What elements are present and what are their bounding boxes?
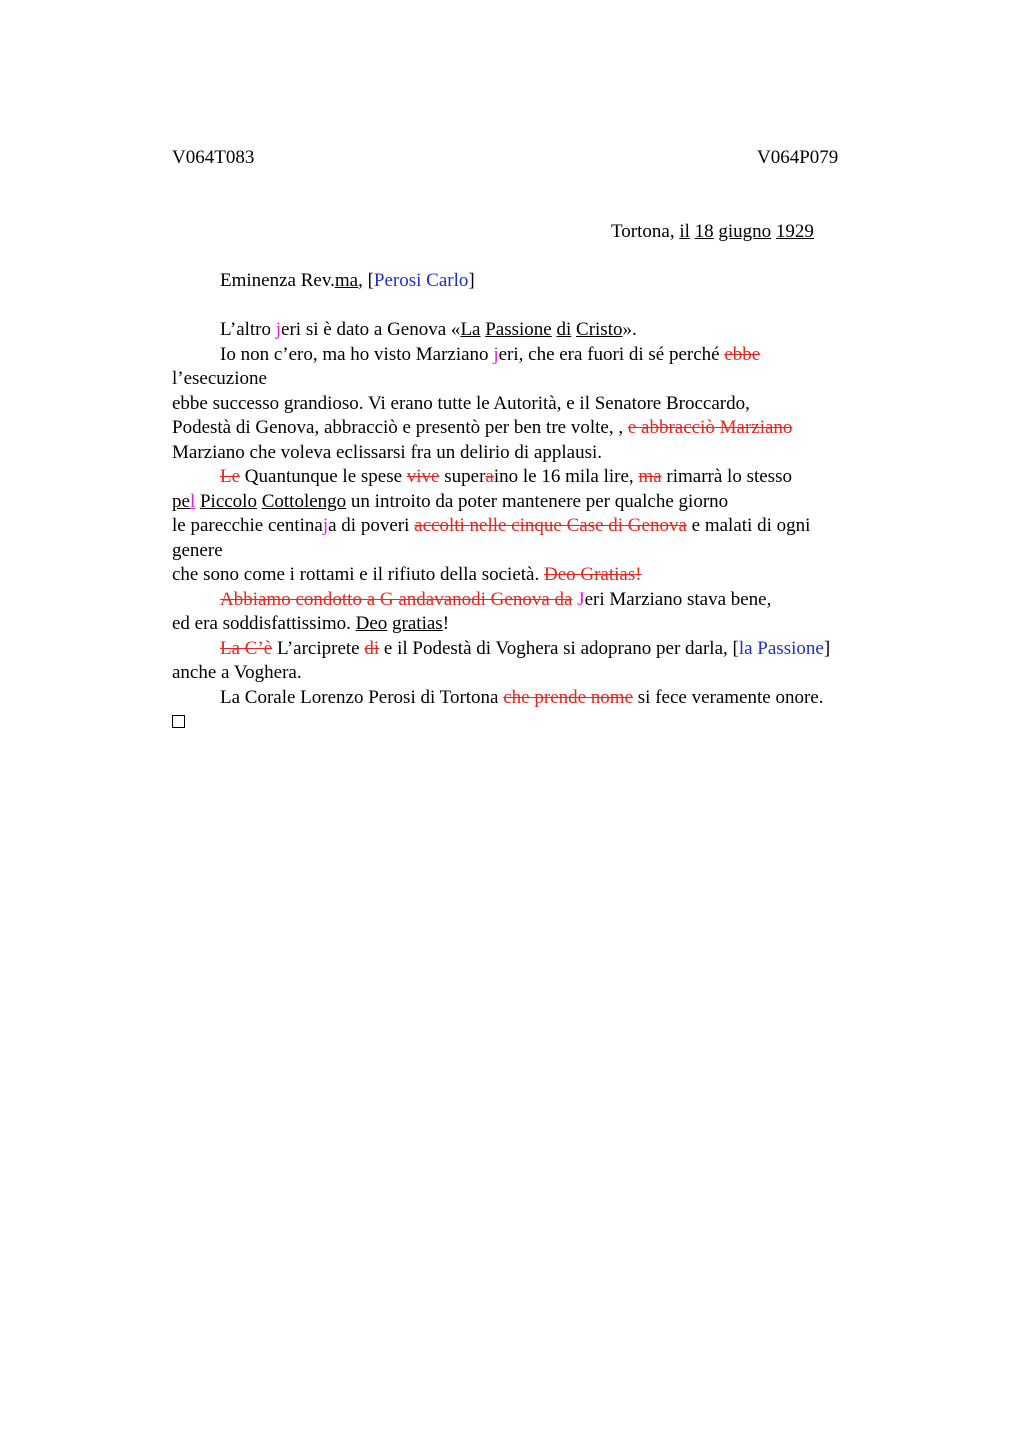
text-line: genere — [172, 539, 223, 561]
deleted-text: La C’è — [220, 637, 273, 659]
text-line: ed era soddisfattissimo. Deo gratias! — [172, 613, 450, 634]
deleted-text: e abbracciò Marziano — [627, 417, 793, 438]
text-line: La Corale Lorenzo Perosi di Tortona che prende nome si fece veramente onore. — [220, 686, 824, 708]
deleted-text: vive — [406, 466, 440, 487]
deleted-text: Abbiamo condotto a G andavanodi Genova da — [220, 588, 573, 610]
deleted-text: Le — [220, 466, 241, 487]
letter-date: Tortona, il 18 giugno 1929 — [611, 221, 814, 242]
deleted-text: accolti nelle cinque Case di Genova — [414, 515, 687, 536]
deleted-text: ebbe — [724, 343, 761, 365]
text-line: pel Piccolo Cottolengo un introito da poter mantenere per qualche giorno — [172, 490, 729, 512]
deleted-text: a — [485, 466, 494, 487]
text-line: che sono come i rottami e il rifiuto della società. Deo Gratias! — [172, 564, 642, 585]
end-mark — [172, 710, 892, 735]
text-line: anche a Voghera. — [172, 662, 302, 683]
text-line: Marziano che voleva eclissarsi fra un delirio di applausi. — [172, 441, 602, 463]
deleted-text: che prende nome — [503, 686, 634, 708]
text-line: L’altro jeri si è dato a Genova «La Passione di Cristo». — [220, 319, 637, 340]
header-right-code: V064P079 — [757, 147, 839, 168]
text-line: ebbe successo grandioso. Vi erano tutte le Autorità, e il Senatore Broccardo, — [172, 392, 750, 414]
text-line: Podestà di Genova, abbracciò e presentò per ben tre volte, , e abbracciò Marziano — [172, 417, 793, 438]
letter-body — [172, 318, 892, 735]
text-line: l’esecuzione — [172, 368, 267, 389]
text-line: Io non c’ero, ma ho visto Marziano jeri, che era fuori di sé perché ebbe — [220, 343, 761, 365]
text-line: Le Quantunque le spese vive superaino le 16 mila lire, ma rimarrà lo stesso — [220, 466, 792, 487]
deleted-text: ma — [638, 466, 662, 487]
deleted-text: Deo Gratias! — [543, 564, 642, 585]
salutation: Eminenza Rev.ma, [Perosi Carlo] — [220, 270, 475, 291]
header-left-code: V064T083 — [172, 147, 255, 168]
text-line: Abbiamo condotto a G andavanodi Genova da Jeri Marziano stava bene, — [220, 588, 772, 610]
text-line: La C’è L’arciprete di e il Podestà di Voghera si adoprano per darla, [la Passione] — [220, 637, 831, 659]
deleted-text: di — [364, 637, 380, 659]
text-line: le parecchie centinaja di poveri accolti nelle cinque Case di Genova e malati di ogni — [172, 515, 811, 536]
editorial-note: la Passione — [738, 637, 824, 659]
editorial-note: Perosi Carlo — [373, 270, 469, 291]
empty-square-icon — [172, 715, 185, 728]
